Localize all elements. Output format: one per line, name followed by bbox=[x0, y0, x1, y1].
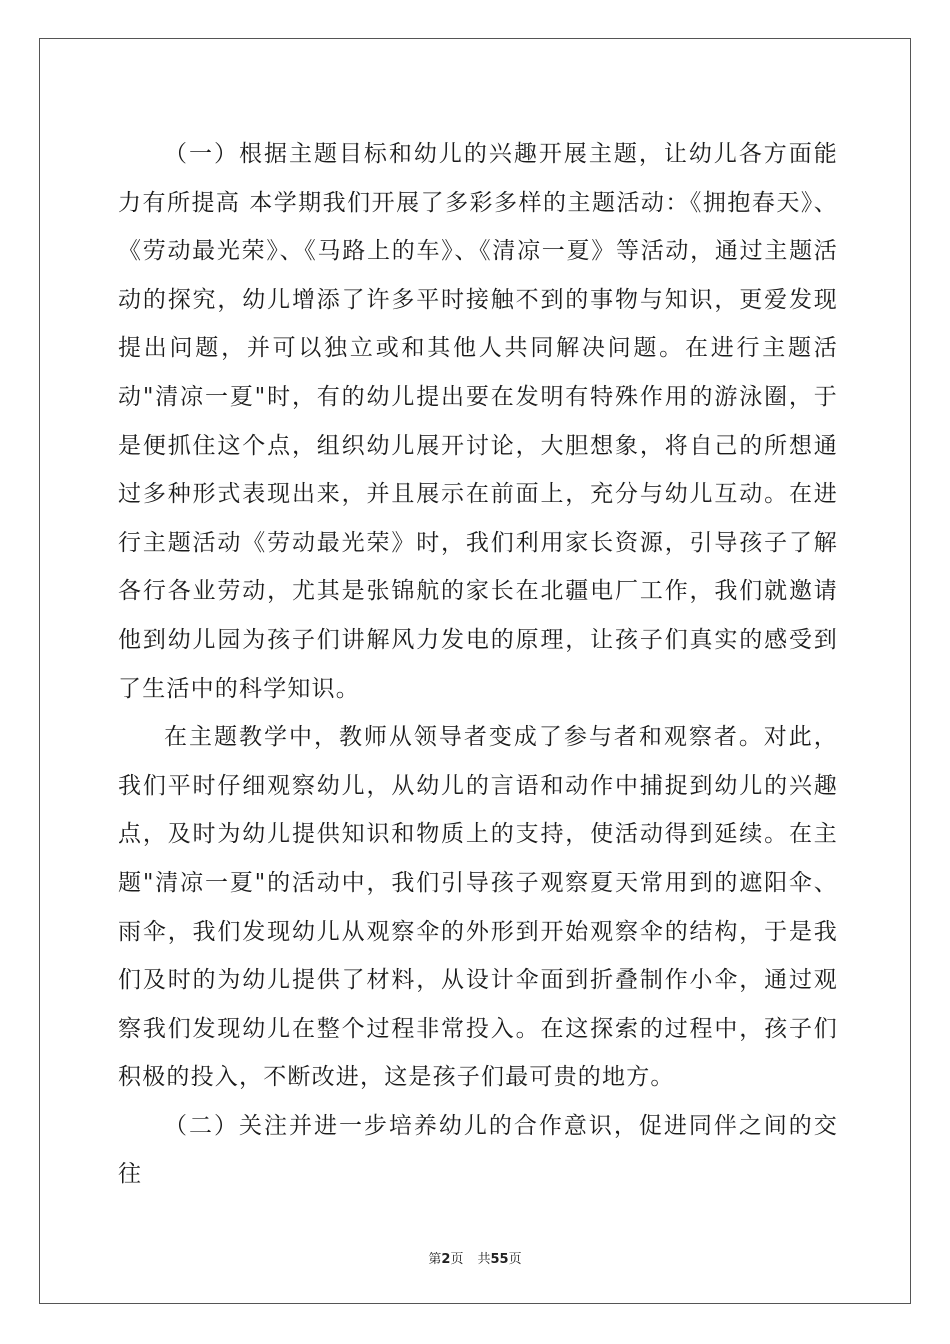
footer-total-prefix: 共 bbox=[477, 1252, 491, 1267]
current-page-number: 2 bbox=[441, 1252, 451, 1267]
page-footer bbox=[0, 1248, 950, 1267]
footer-total-unit: 页 bbox=[508, 1252, 522, 1267]
document-body bbox=[118, 130, 838, 1199]
total-page-count: 55 bbox=[490, 1252, 509, 1267]
footer-prefix: 第 bbox=[428, 1252, 442, 1267]
footer-page-unit: 页 bbox=[450, 1252, 464, 1267]
paragraph-teacher-role: 在主题教学中，教师从领导者变成了参与者和观察者。对此，我们平时仔细观察幼儿，从幼儿的言语和动作中捕捉到幼儿的兴趣点，及时为幼儿提供知识和物质上的支持，使活动得到延续。在主题"清凉一夏"的活动中，我们引导孩子观察夏天常用到的遮阳伞、雨伞，我们发现幼儿从观察伞的外形到开始观察伞的结构，于是我们及时的为幼儿提供了材料，从设计伞面到折叠制作小伞，通过观察我们发现幼儿在整个过程非常投入。在这探索的过程中，孩子们积极的投入，不断改进，这是孩子们最可贵的地方。 bbox=[118, 724, 838, 1091]
paragraph-theme-activities: （一）根据主题目标和幼儿的兴趣开展主题，让幼儿各方面能力有所提高 本学期我们开展了多彩多样的主题活动：《拥抱春天》、《劳动最光荣》、《马路上的车》、《清凉一夏》等活动，通过主题活动的探究，幼儿增添了许多平时接触不到的事物与知识，更爱发现提出问题，并可以独立或和其他人共同解决问题。在进行主题活动"清凉一夏"时，有的幼儿提出要在发明有特殊作用的游泳圈，于是便抓住这个点，组织幼儿展开讨论，大胆想象，将自己的所想通过多种形式表现出来，并且展示在前面上，充分与幼儿互动。在进行主题活动《劳动最光荣》时，我们利用家长资源，引导孩子了解各行各业劳动，尤其是张锦航的家长在北疆电厂工作，我们就邀请他到幼儿园为孩子们讲解风力发电的原理，让孩子们真实的感受到了生活中的科学知识。 bbox=[118, 141, 838, 702]
paragraph-cooperation-heading: （二）关注并进一步培养幼儿的合作意识，促进同伴之间的交往 bbox=[118, 1112, 838, 1188]
